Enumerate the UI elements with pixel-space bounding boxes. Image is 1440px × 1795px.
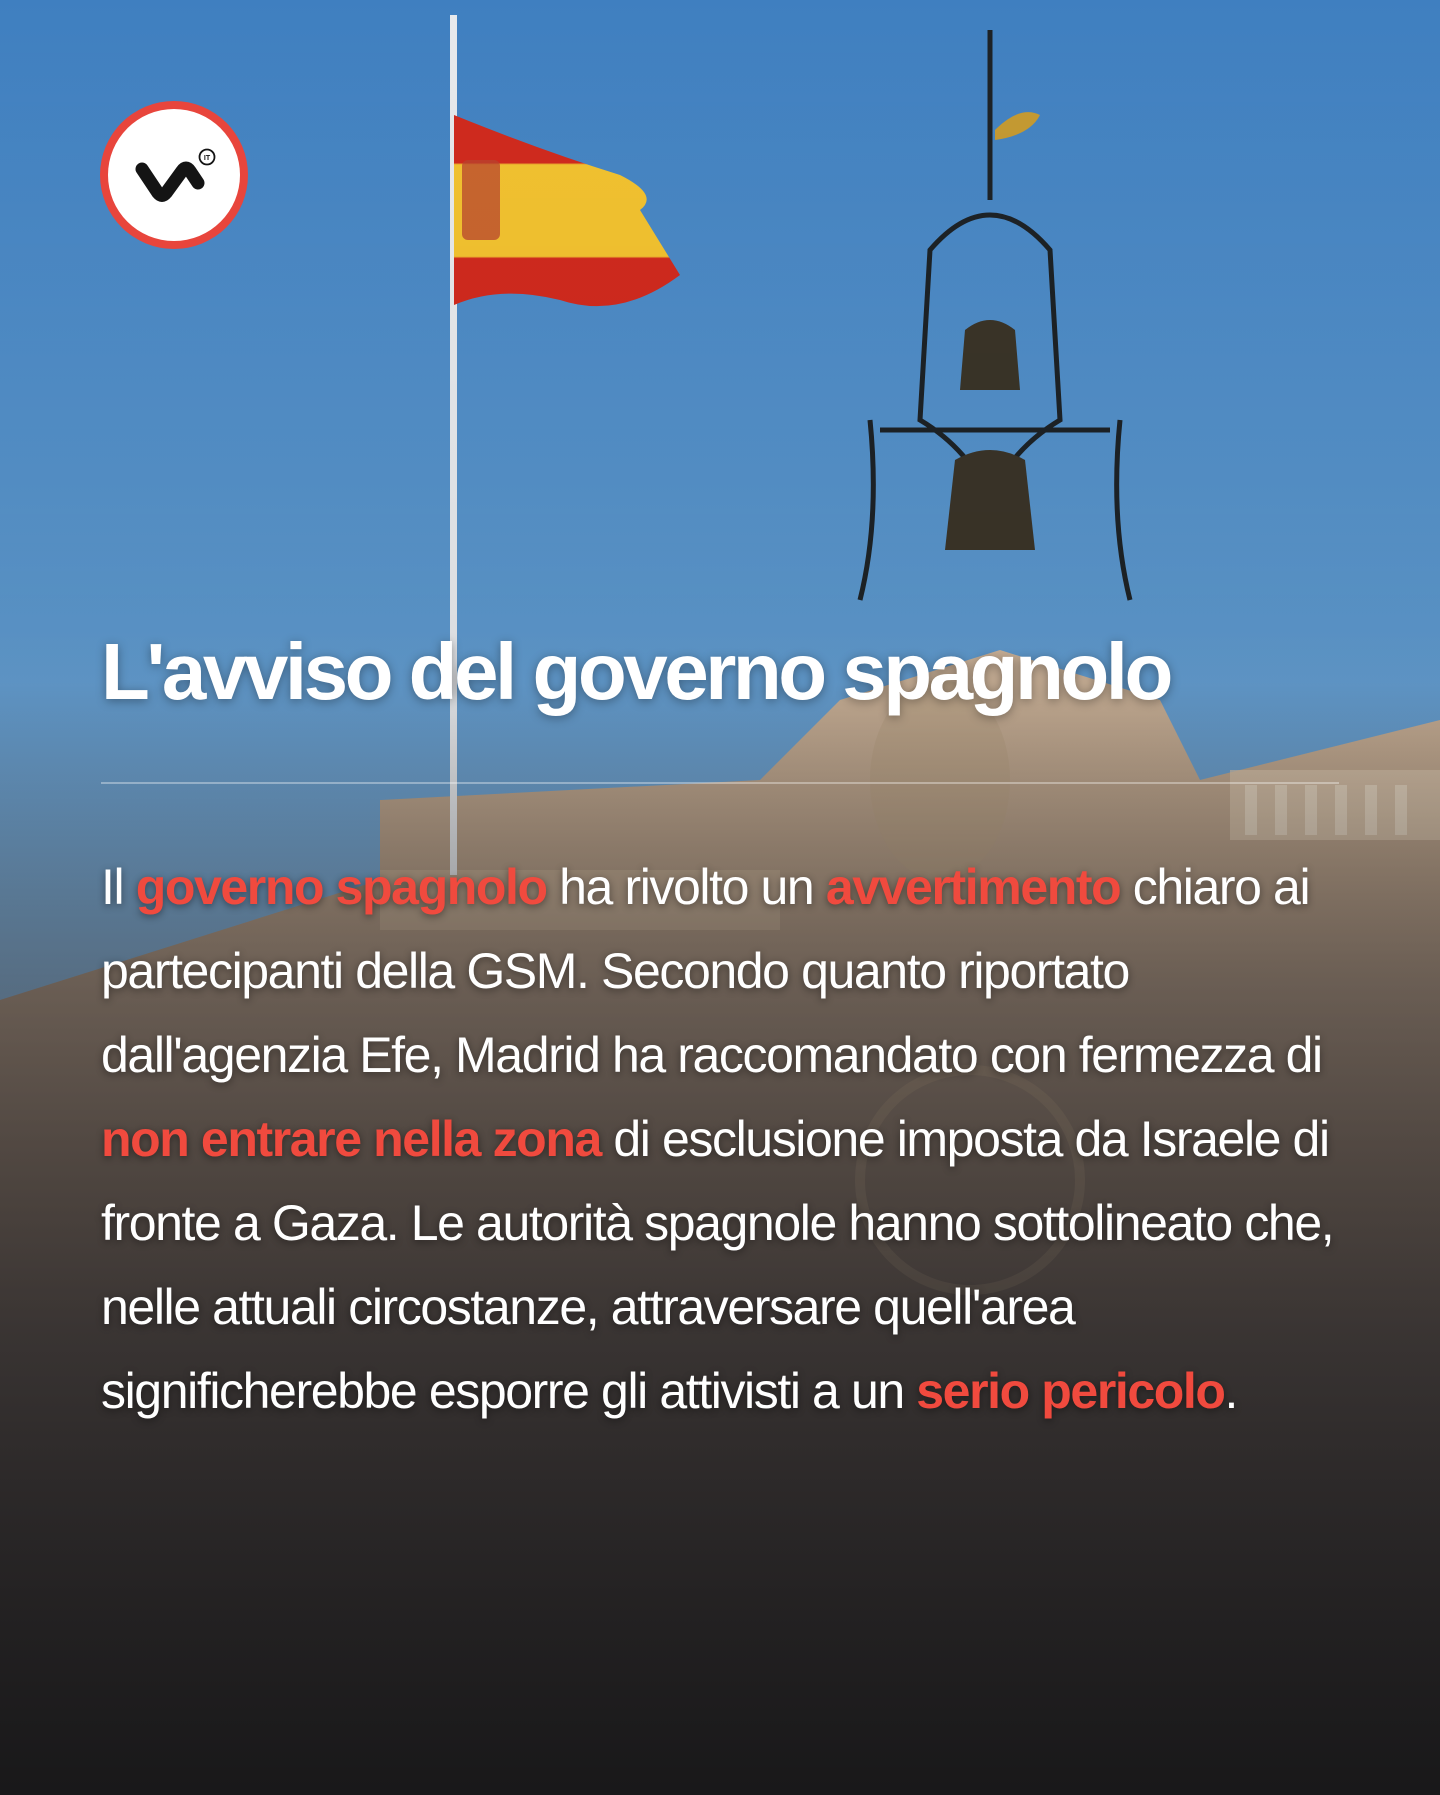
body-text-segment: ha rivolto un — [546, 859, 826, 915]
brand-logo[interactable] — [100, 101, 248, 249]
brand-logo-badge — [108, 109, 240, 241]
divider — [101, 782, 1339, 784]
body-text-segment: . — [1224, 1363, 1238, 1419]
highlight-serio-pericolo: serio pericolo — [916, 1363, 1225, 1419]
body-text-segment: di esclusione imposta da Israele di fronte a Gaza. Le autorità spagnole hanno sottolineato che, nelle attuali circostanze, attraversare quell'area significherebbe esporre gli attivisti a un — [101, 1111, 1334, 1419]
body-text-segment: Il — [101, 859, 136, 915]
page-title: L'avviso del governo spagnolo — [101, 627, 1170, 716]
highlight-non-entrare-nella-zona: non entrare nella zona — [101, 1111, 601, 1167]
highlight-governo-spagnolo: governo spagnolo — [135, 859, 547, 915]
highlight-avvertimento: avvertimento — [825, 859, 1121, 915]
article-body — [101, 845, 1361, 1433]
body-text-segment: chiaro ai partecipanti della GSM. Secondo quanto riportato dall'agenzia Efe, Madrid ha raccomandato con fermezza di — [101, 859, 1322, 1083]
brand-logo-text: IT — [203, 155, 211, 162]
brand-w-icon — [108, 109, 240, 241]
